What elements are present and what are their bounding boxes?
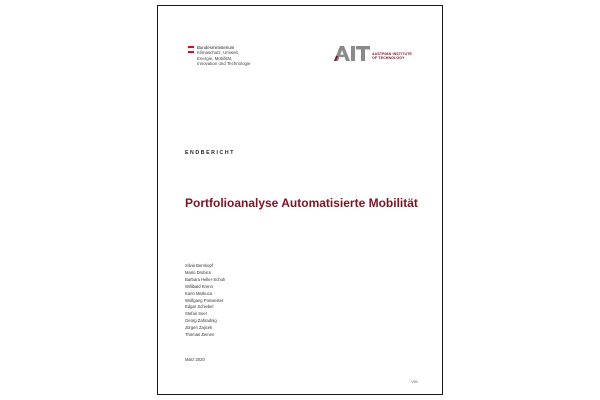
ait-logo-mark-icon <box>334 46 370 61</box>
ministry-line: Bundesministerium <box>197 45 235 50</box>
ministry-logo <box>188 45 250 67</box>
author-name: Barbara Heller-Schuh <box>185 276 226 282</box>
report-date: März 2020 <box>185 357 205 362</box>
page-title: Portfolioanalyse Automatisierte Mobilität <box>185 196 418 210</box>
author-name: Silvia Bernkopf <box>185 263 213 268</box>
ministry-line: Innovation und Technologie <box>197 61 251 67</box>
author-name: Willibald Krenn <box>185 283 213 289</box>
ministry-line: Klimaschutz, Umwelt, <box>197 50 239 56</box>
author-name: Georg Zahradnig <box>185 318 217 324</box>
austrian-flag-icon <box>188 46 194 53</box>
ministry-line: Energie, Mobilität, <box>197 55 233 61</box>
author-name: Karin Markuca <box>185 290 212 296</box>
document-page <box>157 5 443 395</box>
report-type-label: ENDBERICHT <box>185 150 236 156</box>
author-name: Wolfgang Ponweiser <box>185 297 224 303</box>
ait-subtitle-line: OF TECHNOLOGY <box>372 55 405 60</box>
author-name: Mario Drobics <box>185 269 211 275</box>
version-label: V01 <box>411 380 418 384</box>
ministry-name <box>197 45 250 67</box>
author-name: Stefan Seer <box>185 311 208 317</box>
ait-subtitle-line: AUSTRIAN INSTITUTE <box>372 51 412 56</box>
author-name: Jürgen Zajicek <box>185 325 213 331</box>
author-name: Thomas Zemen <box>185 332 215 338</box>
author-name: Edgar Schiebel <box>185 304 214 310</box>
ait-logo <box>334 46 412 61</box>
ait-logo-subtitle <box>372 52 412 60</box>
author-list <box>185 263 225 339</box>
